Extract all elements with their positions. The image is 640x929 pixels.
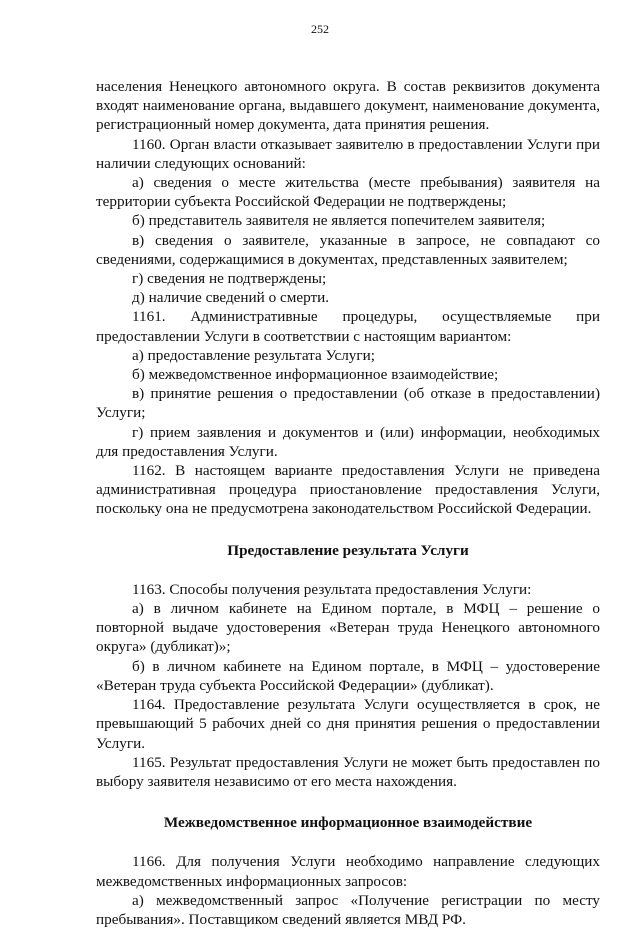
page-number: 252 (311, 22, 329, 36)
paragraph: а) предоставление результата Услуги; (132, 346, 375, 364)
section-refusal (96, 77, 600, 519)
paragraph: 1162. В настоящем варианте предоставления Услуги не приведена административная процедура приостановление предоставления Услуги, поскольку она не предусмотрена законодательством Российской Федерации. (96, 462, 600, 518)
paragraph: 1163. Способы получения результата предоставления Услуги: (132, 580, 532, 598)
section-interaction (96, 852, 600, 929)
paragraph: в) принятие решения о предоставлении (об отказе в предоставлении) Услуги; (96, 385, 600, 422)
paragraph: 1165. Результат предоставления Услуги не может быть предоставлен по выбору заявителя независимо от его места нахождения. (96, 753, 600, 790)
paragraph: а) в личном кабинете на Едином портале, в МФЦ – решение о повторной выдаче удостоверения «Ветеран труда Ненецкого автономного округа» (дубликат)»; (96, 600, 600, 656)
paragraph: 1161. Административные процедуры, осуществляемые при предоставлении Услуги в соответствии с настоящим вариантом: (96, 308, 600, 345)
paragraph: в) сведения о заявителе, указанные в запросе, не совпадают со сведениями, содержащимися в документах, представленных заявителем; (96, 231, 600, 268)
section-result (96, 580, 600, 791)
document-body (96, 77, 600, 929)
paragraph: а) сведения о месте жительства (месте пребывания) заявителя на территории субъекта Российской Федерации не подтверждены; (96, 174, 600, 211)
paragraph: населения Ненецкого автономного округа. В состав реквизитов документа входят наименование органа, выдавшего документ, наименование документа, регистрационный номер документа, дата принятия решения. (96, 78, 600, 134)
section-heading: Межведомственное информационное взаимодействие (163, 814, 533, 832)
paragraph: д) наличие сведений о смерти. (132, 289, 330, 307)
paragraph: б) в личном кабинете на Едином портале, в МФЦ – удостоверение «Ветеран труда субъекта Российской Федерации» (дубликат). (96, 657, 600, 694)
paragraph: б) межведомственное информационное взаимодействие; (132, 366, 499, 384)
section-heading: Предоставление результата Услуги (227, 541, 469, 559)
paragraph: 1164. Предоставление результата Услуги осуществляется в срок, не превышающий 5 рабочих дней со дня принятия решения о предоставлении Услуги. (96, 696, 600, 752)
paragraph: г) сведения не подтверждены; (132, 270, 327, 288)
paragraph: б) представитель заявителя не является попечителем заявителя; (132, 212, 546, 230)
paragraph: а) межведомственный запрос «Получение регистрации по месту пребывания». Поставщиком сведений является МВД РФ. (96, 891, 600, 928)
paragraph: 1160. Орган власти отказывает заявителю в предоставлении Услуги при наличии следующих оснований: (96, 135, 600, 172)
paragraph: 1166. Для получения Услуги необходимо направление следующих межведомственных информационных запросов: (96, 853, 600, 890)
paragraph: г) прием заявления и документов и (или) информации, необходимых для предоставления Услуги. (96, 423, 600, 460)
